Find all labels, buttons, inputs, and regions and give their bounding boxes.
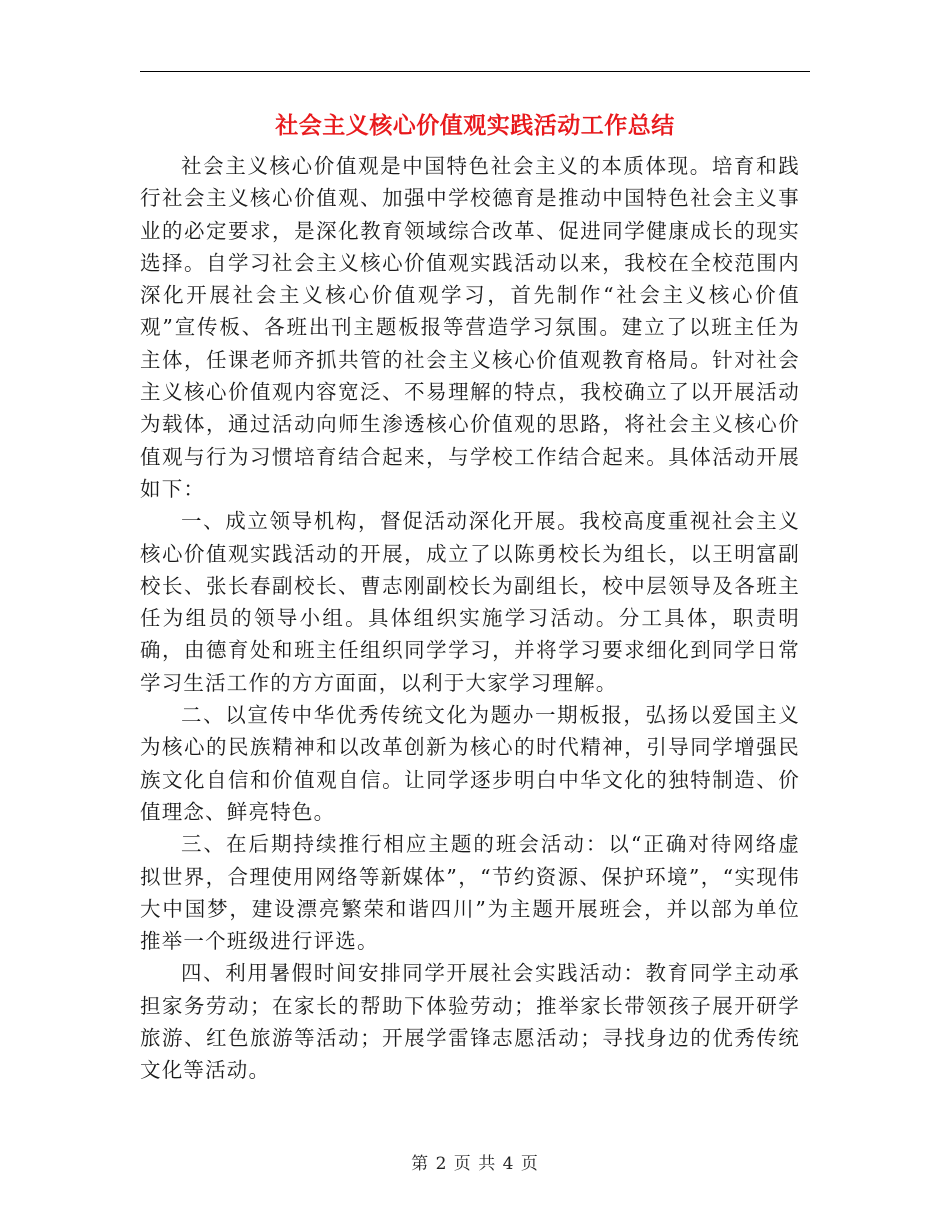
paragraph-intro: 社会主义核心价值观是中国特色社会主义的本质体现。培育和践行社会主义核心价值观、加强中学校德育是推动中国特色社会主义事业的必定要求，是深化教育领域综合改革、促进同学健康成长的现实选择。自学习社会主义核心价值观实践活动以来，我校在全校范围内深化开展社会主义核心价值观学习，首先制作“社会主义核心价值观”宣传板、各班出刊主题板报等营造学习氛围。建立了以班主任为主体，任课老师齐抓共管的社会主义核心价值观教育格局。针对社会主义核心价值观内容宽泛、不易理解的特点，我校确立了以开展活动为载体，通过活动向师生渗透核心价值观的思路，将社会主义核心价值观与行为习惯培育结合起来，与学校工作结合起来。具体活动开展如下： bbox=[140, 154, 800, 501]
document-title: 社会主义核心价值观实践活动工作总结 bbox=[275, 113, 675, 139]
paragraph-section-2: 二、以宣传中华优秀传统文化为题办一期板报，弘扬以爱国主义为核心的民族精神和以改革创新为核心的时代精神，引导同学增强民族文化自信和价值观自信。让同学逐步明白中华文化的独特制造、价值理念、鲜亮特色。 bbox=[140, 703, 800, 824]
document-body bbox=[140, 150, 800, 1087]
paragraph-section-1: 一、成立领导机构，督促活动深化开展。我校高度重视社会主义核心价值观实践活动的开展，成立了以陈勇校长为组长，以王明富副校长、张长春副校长、曹志刚副校长为副组长，校中层领导及各班主任为组员的领导小组。具体组织实施学习活动。分工具体，职责明确，由德育处和班主任组织同学学习，并将学习要求细化到同学日常学习生活工作的方方面面，以利于大家学习理解。 bbox=[140, 509, 800, 695]
page-number-footer: 第 2 页 共 4 页 bbox=[411, 1154, 539, 1174]
header-rule bbox=[140, 71, 810, 72]
paragraph-section-4: 四、利用暑假时间安排同学开展社会实践活动：教育同学主动承担家务劳动；在家长的帮助下体验劳动；推举家长带领孩子展开研学旅游、红色旅游等活动；开展学雷锋志愿活动；寻找身边的优秀传统文化等活动。 bbox=[140, 961, 800, 1083]
paragraph-section-3: 三、在后期持续推行相应主题的班会活动：以“正确对待网络虚拟世界，合理使用网络等新媒体”，“节约资源、保护环境”，“实现伟大中国梦，建设漂亮繁荣和谐四川”为主题开展班会，并以部为单位推举一个班级进行评选。 bbox=[140, 832, 800, 954]
